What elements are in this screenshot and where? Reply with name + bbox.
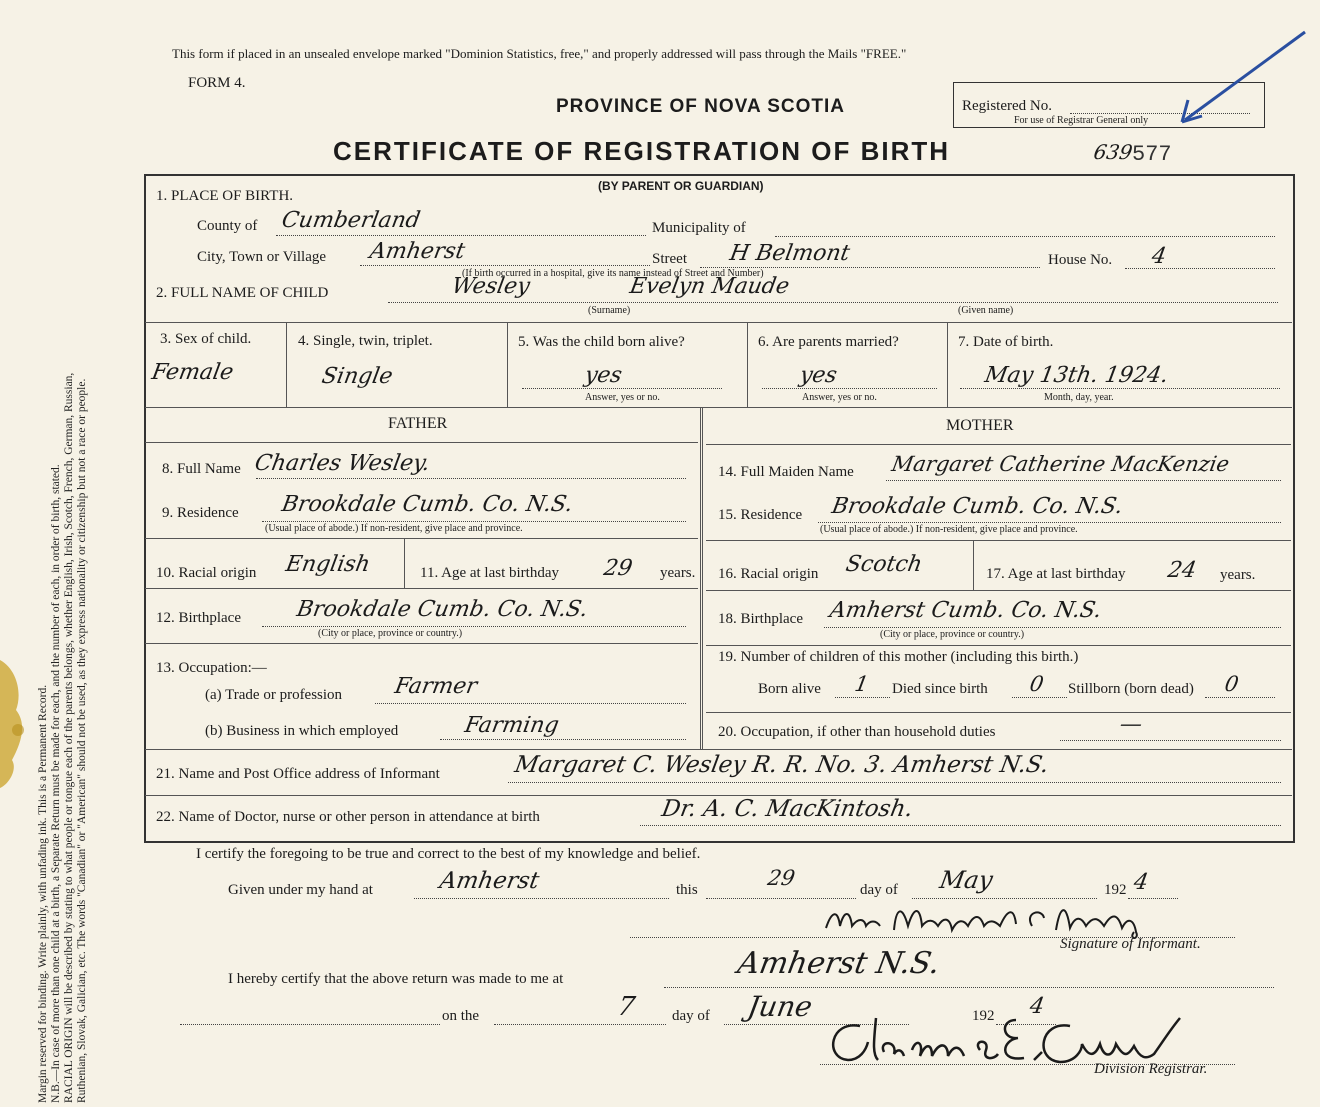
mother-age-label: 17. Age at last birthday [986,566,1126,582]
certify-day: 29 [765,866,797,890]
mother-occupation-label: 20. Occupation, if other than household duties [718,724,996,740]
mother-heading: MOTHER [946,417,1014,434]
margin-note-1: Margin reserved for binding. Write plainly, with unfading ink. This is a Permanent Record. [37,684,49,1103]
born-alive-count: 1 [852,672,871,696]
form-number: FORM 4. [188,75,246,91]
given-under-label: Given under my hand at [228,882,373,898]
dob-label: 7. Date of birth. [958,334,1054,350]
margin-note-2: N.B.—In case of more than one child at a birth, a Separate Return must be made for each, and the number of each, in order of birth, stated. [50,464,62,1103]
registrar-place: Amherst N.S. [734,946,943,981]
county-label: County of [197,218,258,234]
father-racial-origin: English [283,552,373,577]
certify-place: Amherst [437,868,542,894]
born-alive-value: yes [582,363,624,388]
father-birthplace: Brookdale Cumb. Co. N.S. [294,597,590,622]
born-alive-caption: Answer, yes or no. [585,392,660,403]
mother-birthplace: Amherst Cumb. Co. N.S. [827,598,1104,623]
married-value: yes [797,363,839,388]
sex-label: 3. Sex of child. [160,331,252,347]
place-heading: 1. PLACE OF BIRTH. [156,188,294,204]
mother-name: Margaret Catherine MacKenzie [889,452,1232,476]
mother-age: 24 [1165,558,1199,583]
division-registrar-caption: Division Registrar. [1094,1061,1208,1077]
house-label: House No. [1048,252,1113,268]
business-label: (b) Business in which employed [205,723,399,739]
certify-year-digit: 4 [1131,870,1151,895]
mother-residence-caption: (Usual place of abode.) If non-resident, give place and province. [820,524,1078,535]
given-caption: (Given name) [958,305,1014,316]
child-surname: Wesley [449,274,532,299]
municipality-label: Municipality of [652,220,746,236]
stillborn-label: Stillborn (born dead) [1068,681,1194,697]
blue-pen-mark [1170,20,1310,130]
street-label: Street [652,251,687,267]
margin-note-4: Ruthenian, Slovak, Galician, etc. The words "Canadian" or "American" should not be used, as they express nationality or citizenship but not a race or people. [76,378,88,1103]
plurality-label: 4. Single, twin, triplet. [298,333,433,349]
registrar-month: June [745,990,815,1023]
stillborn-count: 0 [1222,672,1241,696]
mother-racial-label: 16. Racial origin [718,566,819,582]
father-heading: FATHER [388,415,448,432]
margin-notes [37,193,89,1103]
registrar-year-digit: 4 [1027,994,1047,1019]
paper-stain [0,650,40,790]
father-residence-label: 9. Residence [162,505,239,521]
reg-number-handwritten: 639 [1091,140,1135,164]
father-name-label: 8. Full Name [162,461,241,477]
registered-label: Registered No. [962,98,1052,114]
registrar-dayof-label: day of [672,1008,710,1024]
father-birthplace-label: 12. Birthplace [156,610,241,626]
plurality-value: Single [319,364,395,389]
born-alive-label: 5. Was the child born alive? [518,334,685,350]
margin-note-3: RACIAL ORIGIN will be described by stating to what people or tongue each of the parents belongs, whether English, Irish, Scotch, French, German, Russian, [63,372,75,1103]
father-age: 29 [601,556,635,581]
father-age-label: 11. Age at last birthday [420,565,559,581]
doctor-label: 22. Name of Doctor, nurse or other person in attendance at birth [156,809,540,825]
certify-this-label: this [676,882,698,898]
certificate-subtitle: (BY PARENT OR GUARDIAN) [598,179,764,193]
hospital-note: (If birth occurred in a hospital, give its name instead of Street and Number) [462,268,764,279]
father-residence: Brookdale Cumb. Co. N.S. [279,492,575,517]
mother-birthplace-label: 18. Birthplace [718,611,803,627]
married-caption: Answer, yes or no. [802,392,877,403]
certify-dayof-label: day of [860,882,898,898]
surname-caption: (Surname) [588,305,631,316]
city-value: Amherst [367,239,467,264]
certify-text: I certify the foregoing to be true and correct to the best of my knowledge and belief. [196,846,701,862]
father-residence-caption: (Usual place of abode.) If non-resident, give place and province. [265,523,523,534]
father-birthplace-caption: (City or place, province or country.) [318,628,463,639]
father-occupation-label: 13. Occupation:— [156,660,267,676]
registrar-certify-text: I hereby certify that the above return was made to me at [228,971,564,987]
province-heading: PROVINCE OF NOVA SCOTIA [556,96,846,117]
mother-residence: Brookdale Cumb. Co. N.S. [829,494,1125,519]
child-given-name: Evelyn Maude [627,274,792,299]
mother-racial-origin: Scotch [843,552,925,577]
mother-residence-label: 15. Residence [718,507,803,523]
reg-number-stamp: 577 [1132,142,1172,167]
registrar-year-prefix: 192 [972,1008,995,1024]
certify-year-prefix: 192 [1104,882,1127,898]
county-value: Cumberland [279,208,423,233]
father-trade: Farmer [392,674,480,699]
informant-signature [818,896,1218,940]
married-label: 6. Are parents married? [758,334,899,350]
died-since-birth-count: 0 [1027,672,1046,696]
children-count-label: 19. Number of children of this mother (including this birth.) [718,649,1079,665]
father-business: Farming [462,713,561,738]
house-value: 4 [1149,244,1169,269]
dob-caption: Month, day, year. [1044,392,1114,403]
died-since-birth-label: Died since birth [892,681,988,697]
mother-name-label: 14. Full Maiden Name [718,464,854,480]
trade-label: (a) Trade or profession [205,687,343,703]
mother-years-label: years. [1220,567,1256,583]
mother-birthplace-caption: (City or place, province or country.) [880,629,1025,640]
father-name: Charles Wesley. [252,451,432,476]
certificate-title: CERTIFICATE OF REGISTRATION OF BIRTH [333,136,951,166]
born-alive-count-label: Born alive [758,681,821,697]
doctor-value: Dr. A. C. MacKintosh. [659,796,915,822]
child-name-label: 2. FULL NAME OF CHILD [156,285,329,301]
informant-value: Margaret C. Wesley R. R. No. 3. Amherst N.S. [512,752,1051,778]
city-label: City, Town or Village [197,249,327,265]
certify-month: May [937,866,995,894]
registrar-day: 7 [615,992,638,1022]
dob-value: May 13th. 1924. [982,363,1171,388]
father-years-label: years. [660,565,696,581]
informant-label: 21. Name and Post Office address of Informant [156,766,440,782]
registrar-on-label: on the [442,1008,480,1024]
father-racial-label: 10. Racial origin [156,565,257,581]
registrar-use-note: For use of Registrar General only [1014,115,1149,126]
mother-occupation: — [1117,712,1145,737]
informant-signature-caption: Signature of Informant. [1060,936,1201,952]
street-value: H Belmont [727,241,852,266]
postal-note: This form if placed in an unsealed envelope marked "Dominion Statistics, free," and properly addressed will pass through the Mails "FREE." [172,46,907,61]
sex-value: Female [149,360,236,385]
